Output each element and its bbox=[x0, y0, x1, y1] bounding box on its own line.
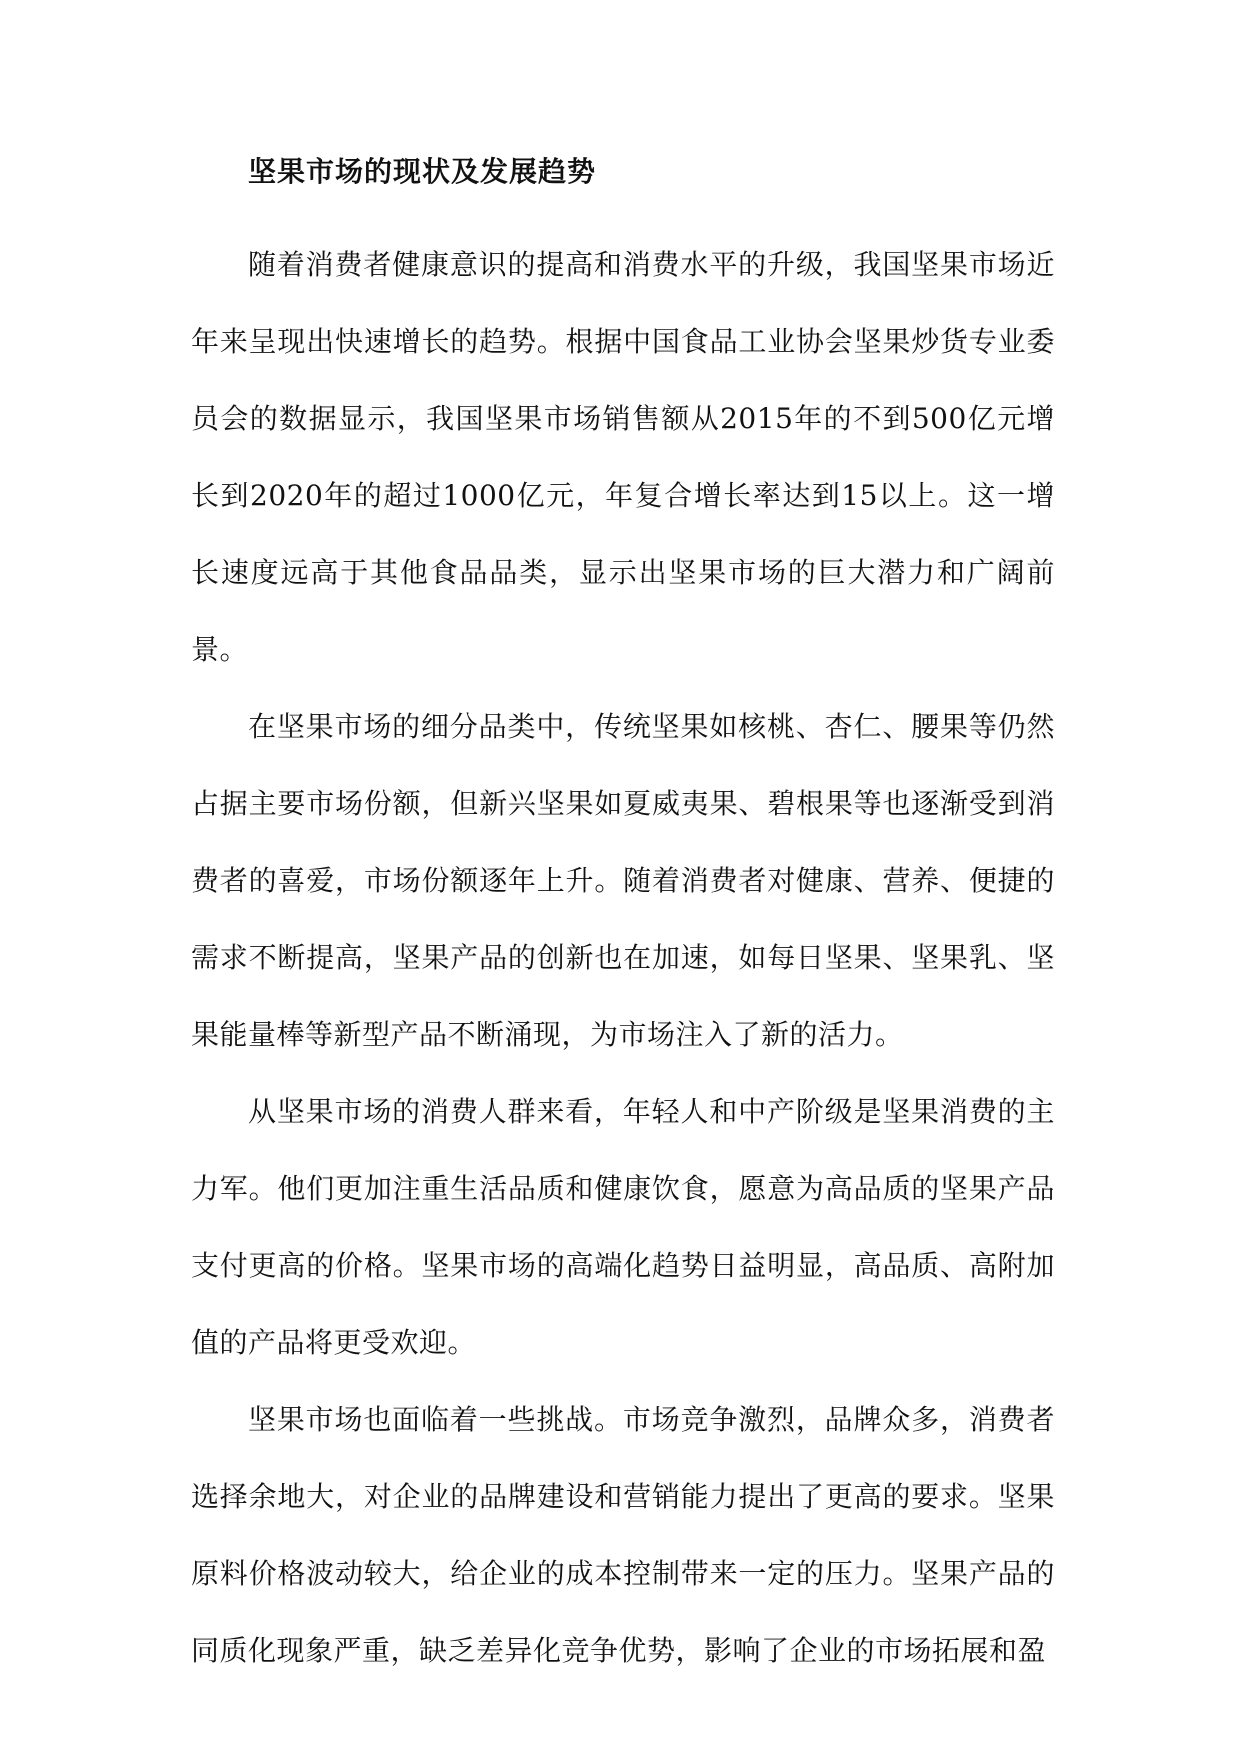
paragraph-product-segments: 在坚果市场的细分品类中，传统坚果如核桃、杏仁、腰果等仍然占据主要市场份额，但新兴坚果如夏威夷果、碧根果等也逐渐受到消费者的喜爱，市场份额逐年上升。随着消费者对健康、营养、便捷的需求不断提高，坚果产品的创新也在加速，如每日坚果、坚果乳、坚果能量棒等新型产品不断涌现，为市场注入了新的活力。 bbox=[191, 710, 1055, 1051]
document-body bbox=[191, 226, 1055, 1689]
paragraph-market-growth: 随着消费者健康意识的提高和消费水平的升级，我国坚果市场近年来呈现出快速增长的趋势。根据中国食品工业协会坚果炒货专业委员会的数据显示，我国坚果市场销售额从2015年的不到500亿元增长到2020年的超过1000亿元，年复合增长率达到15以上。这一增长速度远高于其他食品品类，显示出坚果市场的巨大潜力和广阔前景。 bbox=[191, 248, 1055, 666]
paragraph-market-challenges: 坚果市场也面临着一些挑战。市场竞争激烈，品牌众多，消费者选择余地大，对企业的品牌建设和营销能力提出了更高的要求。坚果原料价格波动较大，给企业的成本控制带来一定的压力。坚果产品的同质化现象严重，缺乏差异化竞争优势，影响了企业的市场拓展和盈 bbox=[191, 1403, 1055, 1667]
document-title: 坚果市场的现状及发展趋势 bbox=[248, 155, 597, 188]
paragraph-consumer-groups: 从坚果市场的消费人群来看，年轻人和中产阶级是坚果消费的主力军。他们更加注重生活品质和健康饮食，愿意为高品质的坚果产品支付更高的价格。坚果市场的高端化趋势日益明显，高品质、高附加值的产品将更受欢迎。 bbox=[191, 1095, 1055, 1359]
